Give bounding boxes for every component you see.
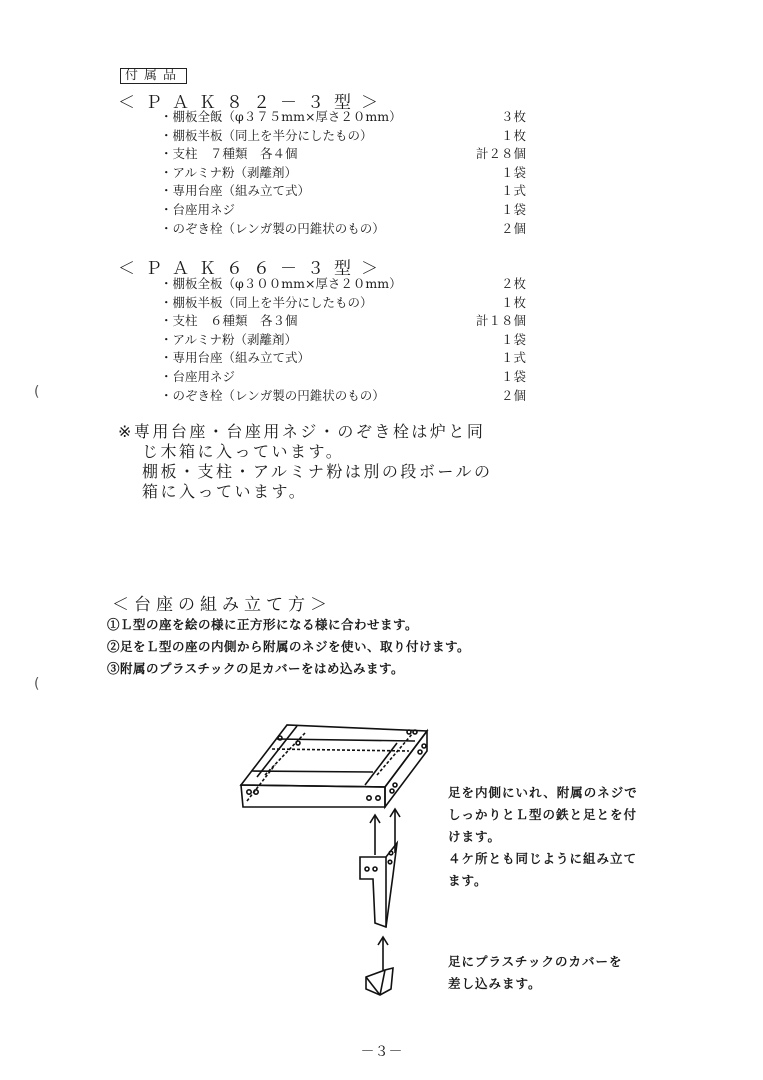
note-line: 箱に入っています。	[142, 482, 308, 501]
item-name: ・棚板半板（同上を半分にしたもの）	[160, 127, 373, 143]
item-name: ・支柱 ７種類 各４個	[160, 146, 298, 162]
item-qty: ２枚	[500, 276, 526, 291]
item-name: ・棚板全飯（φ３７５mm×厚さ２０mm）	[160, 109, 402, 124]
note-line: ※専用台座・台座用ネジ・のぞき栓は炉と同	[118, 422, 486, 441]
item-name: ・台座用ネジ	[160, 368, 236, 384]
item-qty: １式	[500, 183, 526, 199]
list-item	[160, 275, 526, 294]
item-name: ・専用台座（組み立て式）	[160, 183, 311, 199]
list-item	[160, 145, 526, 164]
list-item	[160, 368, 526, 387]
caption-line: ます。	[448, 873, 488, 888]
item-qty: １枚	[500, 127, 526, 143]
list-item	[160, 294, 526, 313]
caption-line: 差し込みます。	[448, 976, 542, 991]
caption-line: けます。	[448, 829, 502, 844]
packing-note	[118, 422, 493, 502]
base-assembly-diagram	[225, 705, 455, 1015]
list-item	[160, 349, 526, 368]
item-name: ・棚板全板（φ３００mm×厚さ２０mm）	[160, 276, 402, 291]
item-qty: １枚	[500, 294, 526, 310]
list-item	[160, 387, 526, 406]
list-item	[160, 182, 526, 201]
list-item	[160, 127, 526, 146]
item-qty: １袋	[500, 331, 526, 347]
assembly-steps	[107, 614, 470, 680]
item-name: ・アルミナ粉（剥離剤）	[160, 164, 298, 180]
cover-caption	[448, 951, 623, 995]
note-line: じ木箱に入っています。	[142, 442, 345, 461]
item-name: ・のぞき栓（レンガ製の円錐状のもの）	[160, 387, 385, 403]
margin-mark: (	[34, 676, 40, 692]
list-item	[160, 201, 526, 220]
page-number: －３－	[360, 1044, 403, 1060]
list-item	[160, 312, 526, 331]
item-name: ・台座用ネジ	[160, 201, 236, 217]
item-list-pak66	[160, 275, 526, 405]
step-2: ②足をＬ型の座の内側から附属のネジを使い、取り付けます。	[107, 639, 471, 654]
model-title-pak82: ＜ＰＡＫ８２－３型＞	[118, 93, 388, 113]
item-name: ・棚板半板（同上を半分にしたもの）	[160, 294, 373, 310]
margin-mark: (	[34, 384, 40, 400]
item-list-pak82	[160, 108, 526, 238]
model-title-pak66: ＜ＰＡＫ６６－３型＞	[118, 259, 388, 279]
item-qty: １式	[500, 350, 526, 366]
item-name: ・専用台座（組み立て式）	[160, 350, 311, 366]
leg-caption	[448, 782, 638, 892]
item-qty: ３枚	[500, 109, 526, 124]
item-qty: １袋	[500, 201, 526, 217]
item-qty: 計１８個	[475, 313, 526, 329]
item-name: ・支柱 ６種類 各３個	[160, 313, 298, 329]
caption-line: 足を内側にいれ、附属のネジで	[448, 785, 638, 800]
list-item	[160, 108, 526, 127]
step-1: ①Ｌ型の座を絵の様に正方形になる様に合わせます。	[107, 617, 419, 632]
note-line: 棚板・支柱・アルミナ粉は別の段ボールの	[142, 462, 493, 481]
caption-line: ４ケ所とも同じように組み立て	[448, 851, 638, 866]
item-qty: 計２８個	[475, 146, 526, 162]
item-qty: ２個	[500, 387, 526, 403]
assembly-title: ＜台座の組み立て方＞	[112, 595, 332, 615]
item-qty: １袋	[500, 164, 526, 180]
item-name: ・のぞき栓（レンガ製の円錐状のもの）	[160, 220, 385, 236]
item-qty: １袋	[500, 368, 526, 384]
list-item	[160, 331, 526, 350]
item-qty: ２個	[500, 220, 526, 236]
step-3: ③附属のプラスチックの足カバーをはめ込みます。	[107, 661, 405, 676]
list-item	[160, 164, 526, 183]
item-name: ・アルミナ粉（剥離剤）	[160, 331, 298, 347]
caption-line: しっかりとＬ型の鉄と足とを付	[448, 807, 638, 822]
caption-line: 足にプラスチックのカバーを	[448, 954, 623, 969]
list-item	[160, 220, 526, 239]
accessories-label: 付属品	[120, 68, 187, 84]
